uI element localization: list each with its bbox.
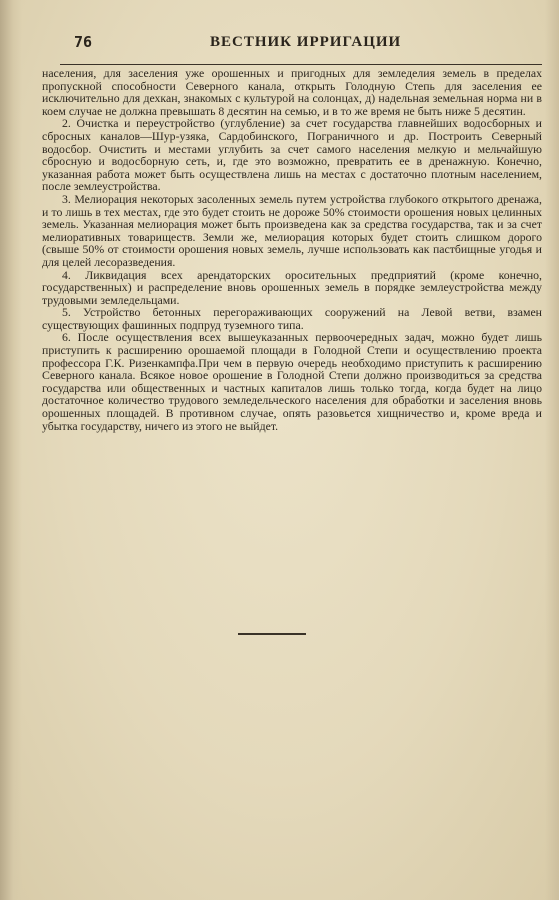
journal-title: ВЕСТНИК ИРРИГАЦИИ: [210, 34, 402, 50]
paragraph-item-4: 4. Ликвидация всех арендаторских оросительных предприятий (кроме конечно, государственных) и распределение вновь орошенных земель в порядке землеустройства между трудовыми земледельцами.: [42, 267, 542, 307]
paragraph-item-2: 2. Очистка и переустройство (углубление) за счет государства главнейших водосборных и сбросных каналов—Шур-узяка, Сардобинского, Пограничного и др. Построить Северный водосбор. Очистить и местами углубить за счет самого населения мелкую и мельчайшую сбросную и водосборную сеть, и, где это возможно, превратить ее в дренажную. Конечно, указанная работа может быть осуществлена лишь на местах с достаточно плотным населением, после землеустройства.: [42, 116, 542, 194]
paragraph-item-3: 3. Мелиорация некоторых засоленных земель путем устройства глубокого открытого дренажа, и то лишь в тех местах, где это будет стоить не дороже 50% стоимости орошения новых целинных земель. Указанная мелиорация может быть произведена как за средства государства, так и за счет мелиоративных товариществ. Земли же, мелиорация которых будет стоить слишком дорого (свыше 50% от стоимости орошения новых земель, лучше использовать как пастбищные угодья и для целей лесоразведения.: [42, 191, 542, 269]
paragraph-item-5: 5. Устройство бетонных перегораживающих сооружений на Левой ветви, взамен существующих фашинных подпруд туземного типа.: [42, 305, 542, 332]
article-body: [42, 67, 542, 432]
paragraph-continuation: населения, для заселения уже орошенных и пригодных для земледелия земель в пределах пропускной способности Северного канала, открыть Голодную Степь для заселения ее исключительно для дехкан, знакомых с культурой на солонцах, д) надельная земельная норма ни в коем случае не должна превышать 8 десятин на семью, и в то же время не быть ниже 5 десятин.: [42, 66, 542, 118]
page-edge-shadow-left: [0, 0, 22, 900]
paragraph-item-6: 6. После осуществления всех вышеуказанных первоочередных задач, можно будет лишь приступить к расширению орошаемой площади в Голодной Степи и осуществлению проекта профессора Г.К. Ризенкампфа.При чем в первую очередь необходимо приступить к расширению Северного канала. Всякое новое орошение в Голодной Степи должно производиться за средства государства или общественных и частных капиталов лишь только тогда, когда будет на лицо достаточное количество трудового земледельческого населения для обработки и заселения вновь орошенных площадей. В противном случае, опять разовьется хищничество и, кроме вреда и убытка государству, ничего из этого не выйдет.: [42, 330, 542, 433]
end-of-article-rule: [238, 633, 306, 635]
page-edge-shadow-right: [545, 0, 559, 900]
page-number: 76: [74, 33, 93, 51]
running-header: [60, 30, 542, 65]
